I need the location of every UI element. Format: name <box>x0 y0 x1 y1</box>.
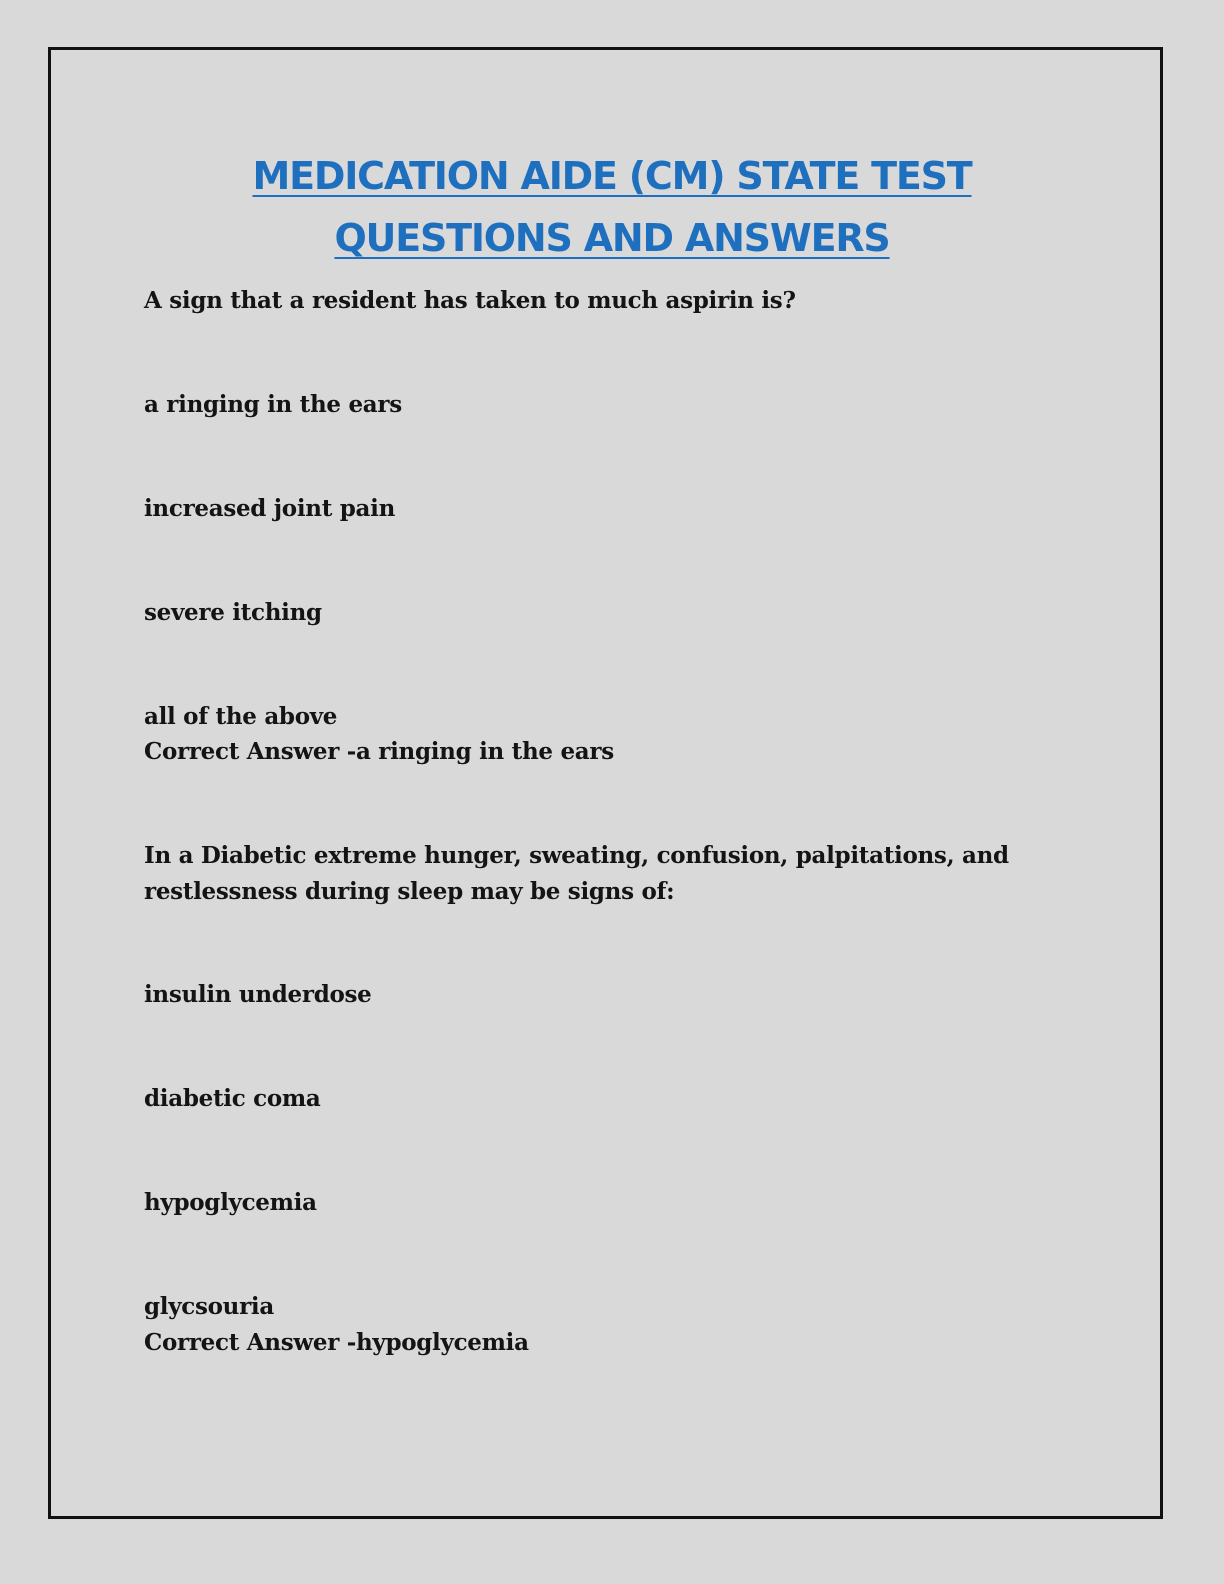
question-1: A sign that a resident has taken to much aspirin is? <box>144 287 796 314</box>
question-2-option-d: glycsouria <box>144 1293 274 1320</box>
question-2-line-2: restlessness during sleep may be signs of: <box>144 878 675 905</box>
question-1-option-d: all of the above <box>144 703 338 730</box>
question-2-line-1: In a Diabetic extreme hunger, sweating, confusion, palpitations, and <box>144 842 1009 869</box>
question-1-answer: Correct Answer -a ringing in the ears <box>144 738 614 765</box>
question-2-option-c: hypoglycemia <box>144 1189 317 1216</box>
question-1-option-a: a ringing in the ears <box>144 391 402 418</box>
title-line-2: QUESTIONS AND ANSWERS <box>334 216 890 260</box>
title-line-1: MEDICATION AIDE (CM) STATE TEST <box>252 154 972 198</box>
question-2-option-b: diabetic coma <box>144 1085 321 1112</box>
question-2-answer: Correct Answer -hypoglycemia <box>144 1329 529 1356</box>
page-title <box>0 145 1224 269</box>
question-2-option-a: insulin underdose <box>144 981 372 1008</box>
question-1-option-b: increased joint pain <box>144 495 395 522</box>
question-1-option-c: severe itching <box>144 599 322 626</box>
